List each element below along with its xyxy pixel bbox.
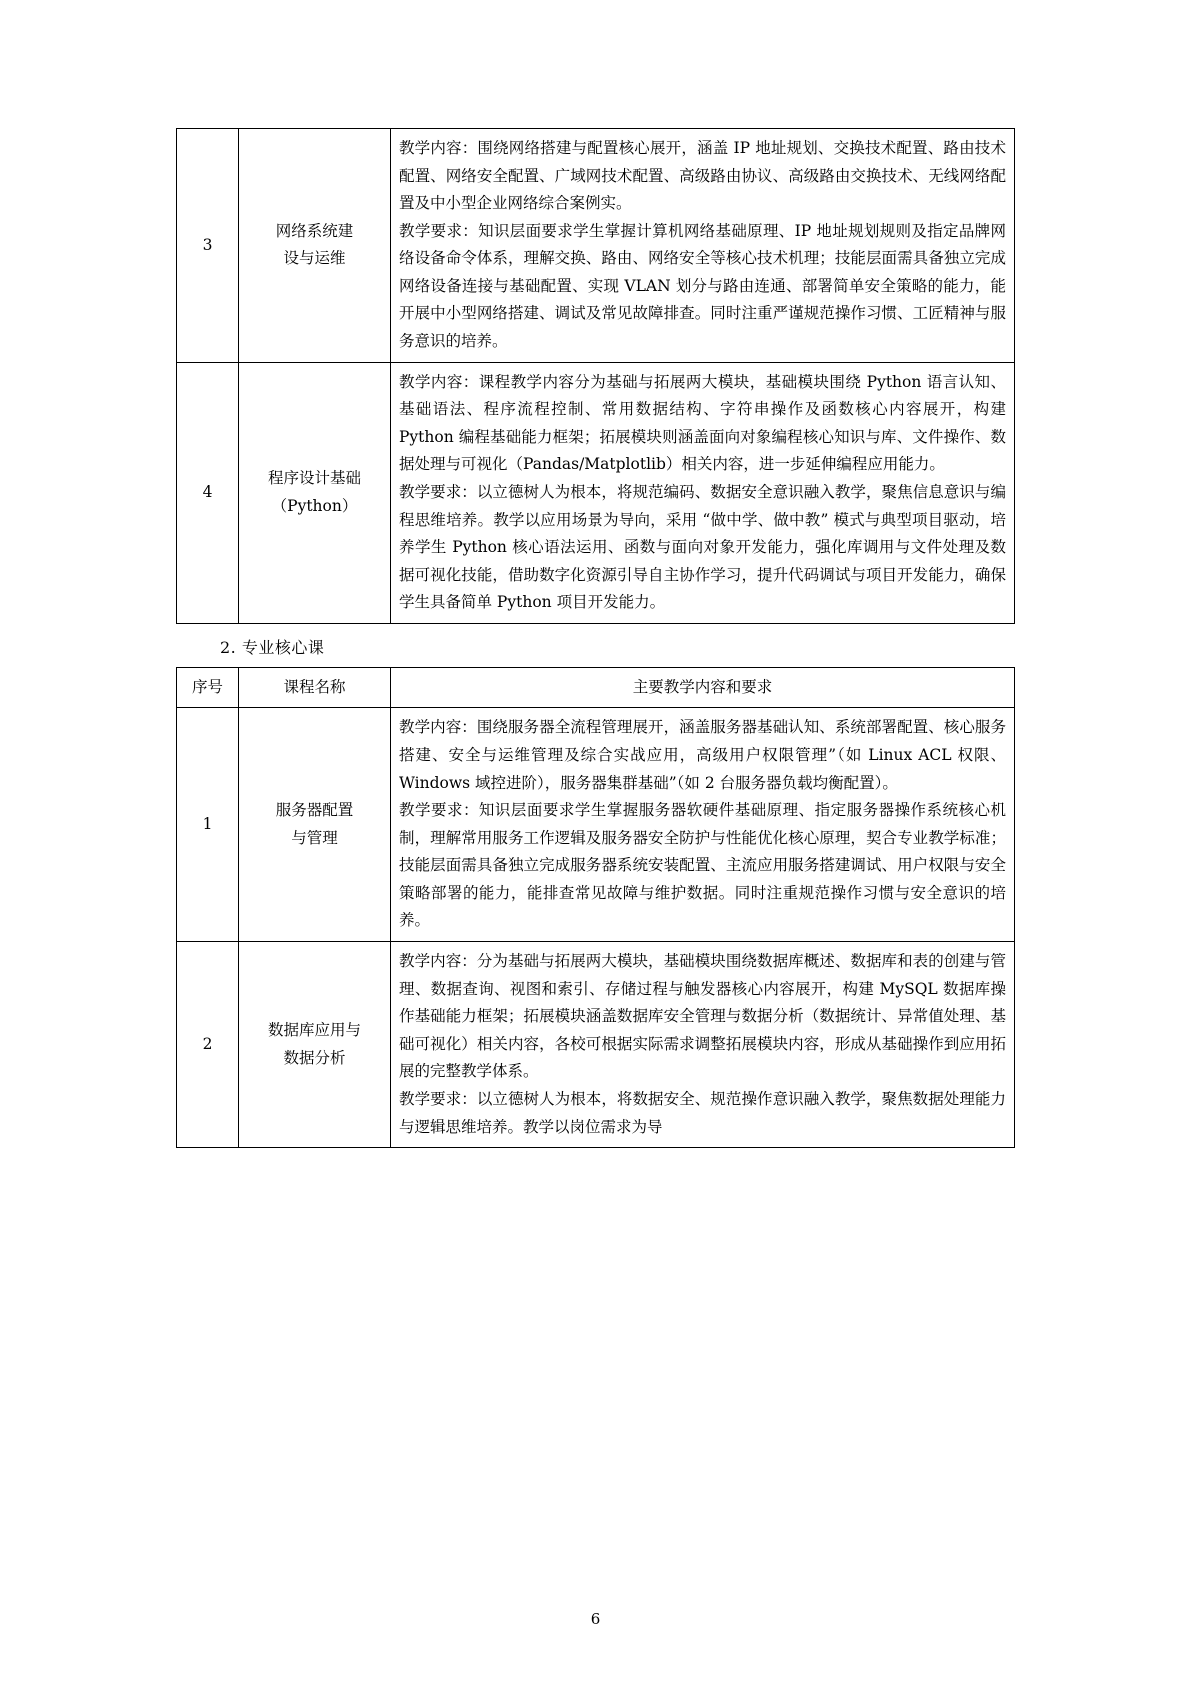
row-number: 4	[177, 362, 239, 623]
teaching-requirement-paragraph: 教学要求：知识层面要求学生掌握服务器软硬件基础原理、指定服务器操作系统核心机制，理解常用服务工作逻辑及服务器安全防护与性能优化核心原理，契合专业教学标准；技能层面需具备独立完成服务器系统安装配置、主流应用服务搭建调试、用户权限与安全策略部署的能力，能排查常见故障与维护数据。同时注重规范操作习惯与安全意识的培养。	[399, 801, 1006, 930]
header-content: 主要教学内容和要求	[391, 667, 1015, 708]
teaching-requirement-paragraph: 教学要求：以立德树人为根本，将规范编码、数据安全意识融入教学，聚焦信息意识与编程思维培养。教学以应用场景为导向，采用 “做中学、做中教” 模式与典型项目驱动，培养学生 Python 核心语法运用、函数与面向对象开发能力，强化库调用与文件处理及数据可视化技能，借助数字化资源引导自主协作学习，提升代码调试与项目开发能力，确保学生具备简单 Python 项目开发能力。	[399, 482, 1006, 612]
table-row	[177, 708, 1015, 942]
course-name	[239, 942, 391, 1148]
teaching-requirement-paragraph: 教学要求：以立德树人为根本，将数据安全、规范操作意识融入教学，聚焦数据处理能力与逻辑思维培养。教学以岗位需求为导	[399, 1089, 1006, 1136]
course-content	[391, 942, 1015, 1148]
row-number: 1	[177, 708, 239, 942]
table-row	[177, 362, 1015, 623]
table-row	[177, 129, 1015, 363]
row-number: 2	[177, 942, 239, 1148]
page-number: 6	[590, 1610, 601, 1628]
course-name-line: 服务器配置	[275, 801, 354, 820]
table-header-row	[177, 667, 1015, 708]
course-name-line: 数据分析	[283, 1048, 346, 1067]
course-name	[239, 362, 391, 623]
course-content	[391, 362, 1015, 623]
course-table-core	[176, 667, 1015, 1148]
course-name	[239, 129, 391, 363]
table-row	[177, 942, 1015, 1148]
course-table-basic	[176, 128, 1015, 624]
row-number: 3	[177, 129, 239, 363]
teaching-content-paragraph: 教学内容：课程教学内容分为基础与拓展两大模块，基础模块围绕 Python 语言认知、基础语法、程序流程控制、常用数据结构、字符串操作及函数核心内容展开，构建 Python 编程基础能力框架；拓展模块则涵盖面向对象编程核心知识与库、文件操作、数据处理与可视化（Pandas/Matplotlib）相关内容，进一步延伸编程应用能力。	[399, 372, 1006, 474]
course-name-line: （Python）	[271, 496, 358, 515]
teaching-requirement-paragraph: 教学要求：知识层面要求学生掌握计算机网络基础原理、IP 地址规划规则及指定品牌网络设备命令体系，理解交换、路由、网络安全等核心技术机理；技能层面需具备独立完成网络设备连接与基础配置、实现 VLAN 划分与路由连通、部署简单安全策略的能力，能开展中小型网络搭建、调试及常见故障排查。同时注重严谨规范操作习惯、工匠精神与服务意识的培养。	[399, 221, 1006, 351]
course-content	[391, 129, 1015, 363]
teaching-content-paragraph: 教学内容：围绕服务器全流程管理展开，涵盖服务器基础认知、系统部署配置、核心服务搭建、安全与运维管理及综合实战应用，高级用户权限管理”（如 Linux ACL 权限、Windows 域控进阶），服务器集群基础”（如 2 台服务器负载均衡配置）。	[399, 718, 1006, 792]
course-name-line: 程序设计基础	[267, 469, 361, 488]
section-heading: 2. 专业核心课	[220, 637, 325, 657]
course-content	[391, 708, 1015, 942]
course-name-line: 设与运维	[283, 249, 346, 268]
course-name-line: 网络系统建	[275, 221, 354, 240]
course-name-line: 数据库应用与	[267, 1020, 361, 1039]
header-no: 序号	[177, 667, 239, 708]
header-course-name: 课程名称	[239, 667, 391, 708]
course-name	[239, 708, 391, 942]
teaching-content-paragraph: 教学内容：分为基础与拓展两大模块，基础模块围绕数据库概述、数据库和表的创建与管理、数据查询、视图和索引、存储过程与触发器核心内容展开，构建 MySQL 数据库操作基础能力框架；拓展模块涵盖数据库安全管理与数据分析（数据统计、异常值处理、基础可视化）相关内容，各校可根据实际需求调整拓展模块内容，形成从基础操作到应用拓展的完整教学体系。	[399, 952, 1006, 1081]
teaching-content-paragraph: 教学内容：围绕网络搭建与配置核心展开，涵盖 IP 地址规划、交换技术配置、路由技术配置、网络安全配置、广域网技术配置、高级路由协议、高级路由交换技术、无线网络配置及中小型企业网络综合案例实。	[399, 139, 1006, 213]
course-name-line: 与管理	[291, 828, 338, 847]
